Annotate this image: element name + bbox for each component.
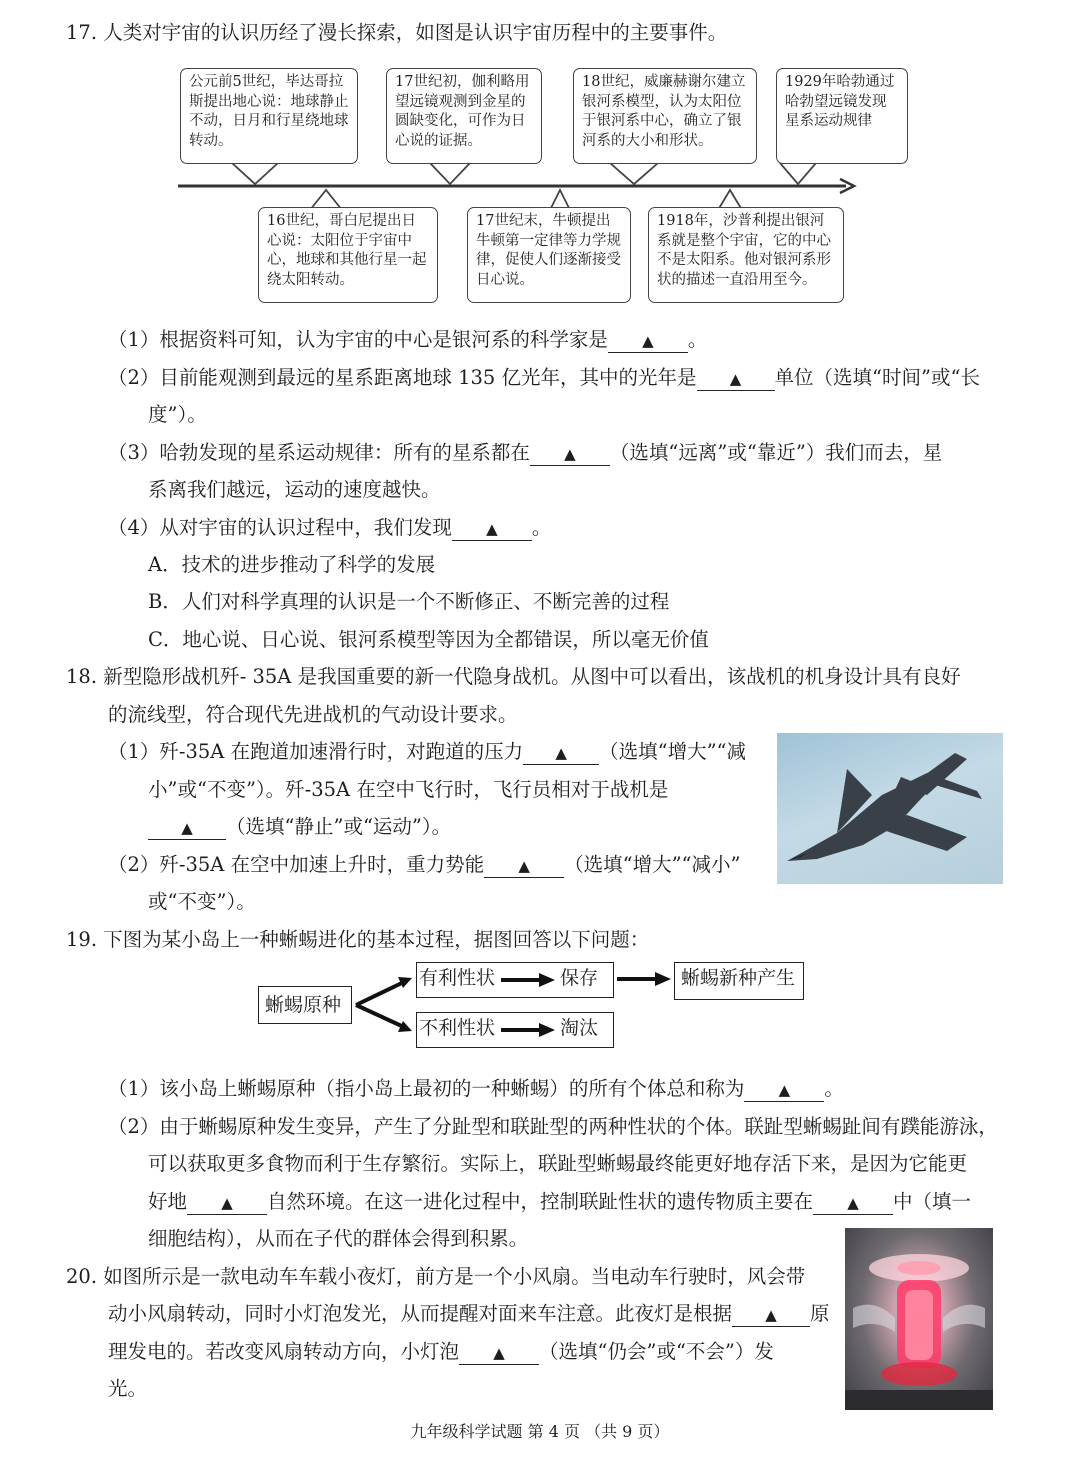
- fan-light-icon: [845, 1228, 993, 1410]
- flow-unfavorable-row: [416, 1012, 614, 1048]
- q17-part2-cont: 度”）。: [148, 403, 207, 426]
- flow-new-species: 蜥蜴新种产生: [674, 962, 804, 1000]
- answer-blank[interactable]: ▲: [608, 329, 688, 353]
- timeline-event-pythagoras: 公元前5世纪，毕达哥拉斯提出地心说：地球静止不动，日月和行星绕地球转动。: [180, 68, 358, 164]
- q19-part1: （1）该小岛上蜥蜴原种（指小岛上最初的一种蜥蜴）的所有个体总和称为 ▲ 。: [108, 1077, 844, 1100]
- flow-preserve: 保存: [560, 967, 599, 989]
- q19-part2-line1: （2）由于蜥蜴原种发生变异，产生了分趾型和联趾型的两种性状的个体。联趾型蜥蜴趾间有蹼能游泳，: [108, 1115, 998, 1138]
- flow-unfavorable-trait: 不利性状: [419, 1017, 496, 1039]
- answer-blank[interactable]: ▲: [813, 1191, 893, 1215]
- q18-stem-line1: 18. 新型隐形战机歼- 35A 是我国重要的新一代隐身战机。从图中可以看出，该战机的机身设计具有良好: [66, 665, 961, 688]
- q18-part2-cont: 或“不变”）。: [148, 890, 256, 913]
- timeline-event-newton: 17世纪末，牛顿提出牛顿第一定律等力学规律，促使人们逐渐接受日心说。: [467, 207, 631, 303]
- q17-part2: （2）目前能观测到最远的星系距离地球 135 亿光年，其中的光年是 ▲ 单位（选填“时间”或“长: [108, 366, 980, 389]
- q17-option-b[interactable]: B．人们对科学真理的认识是一个不断修正、不断完善的过程: [148, 590, 670, 613]
- q20-line1: 20. 如图所示是一款电动车车载小夜灯，前方是一个小风扇。当电动车行驶时，风会带: [66, 1265, 806, 1288]
- q17-part1: （1）根据资料可知，认为宇宙的中心是银河系的科学家是 ▲ 。: [108, 328, 708, 351]
- q18-part1-line3: ▲ （选填“静止”或“运动”）。: [148, 813, 451, 841]
- q18-part1-line2: 小”或“不变”）。歼-35A 在空中飞行时，飞行员相对于战机是: [148, 778, 669, 801]
- timeline-event-herschel: 18世纪，威廉赫谢尔建立银河系模型，认为太阳位于银河系中心，确立了银河系的大小和形状。: [573, 68, 757, 164]
- answer-blank[interactable]: ▲: [148, 816, 226, 840]
- flow-favorable-row: [416, 962, 614, 998]
- timeline-event-copernicus: 16世纪，哥白尼提出日心说：太阳位于宇宙中心，地球和其他行星一起绕太阳转动。: [258, 207, 438, 303]
- answer-blank[interactable]: ▲: [187, 1191, 267, 1215]
- answer-blank[interactable]: ▲: [459, 1341, 539, 1365]
- flow-favorable-trait: 有利性状: [419, 967, 496, 989]
- flow-branch-arrows: [352, 972, 416, 1052]
- timeline-event-galileo: 17世纪初，伽利略用望远镜观测到金星的圆缺变化，可作为日心说的证据。: [386, 68, 542, 164]
- fighter-jet-photo: [777, 733, 1003, 884]
- answer-blank[interactable]: ▲: [744, 1078, 824, 1102]
- q18-part1: （1）歼-35A 在跑道加速滑行时，对跑道的压力 ▲ （选填“增大”“减: [108, 740, 747, 763]
- q19-part2-line3: 好地 ▲ 自然环境。在这一进化过程中，控制联趾性状的遗传物质主要在 ▲ 中（填一: [148, 1190, 972, 1213]
- q17-part3-cont: 系离我们越远，运动的速度越快。: [148, 478, 441, 501]
- q17-stem: 17. 人类对宇宙的认识历经了漫长探索，如图是认识宇宙历程中的主要事件。: [66, 21, 728, 44]
- flow-eliminate: 淘汰: [560, 1017, 599, 1039]
- q17-option-a[interactable]: A．技术的进步推动了科学的发展: [148, 553, 436, 576]
- answer-blank[interactable]: ▲: [732, 1303, 810, 1327]
- answer-blank[interactable]: ▲: [452, 517, 532, 541]
- arrow-right-icon: [617, 970, 673, 988]
- answer-blank[interactable]: ▲: [484, 854, 564, 878]
- flow-origin-species: 蜥蜴原种: [258, 986, 352, 1024]
- night-light-photo: [845, 1228, 993, 1410]
- q18-part2: （2）歼-35A 在空中加速上升时，重力势能 ▲ （选填“增大”“减小”: [108, 853, 741, 876]
- q19-part2-line4: 细胞结构），从而在子代的群体会得到积累。: [148, 1227, 529, 1250]
- page-footer: 九年级科学试题 第 4 页 （共 9 页）: [410, 1422, 670, 1441]
- arrow-right-icon: [501, 971, 557, 989]
- answer-blank[interactable]: ▲: [530, 442, 610, 466]
- q19-part2-line2: 可以获取更多食物而利于生存繁衍。实际上，联趾型蜥蜴最终能更好地存活下来，是因为它能更: [148, 1152, 968, 1175]
- q19-stem: 19. 下图为某小岛上一种蜥蜴进化的基本过程，据图回答以下问题：: [66, 928, 650, 951]
- fighter-jet-icon: [777, 733, 1003, 884]
- q18-stem-line2: 的流线型，符合现代先进战机的气动设计要求。: [108, 703, 518, 726]
- timeline-event-hubble: 1929年哈勃通过哈勃望远镜发现星系运动规律: [776, 68, 908, 164]
- answer-blank[interactable]: ▲: [523, 741, 599, 765]
- q20-line4: 光。: [108, 1377, 148, 1400]
- q20-line2: 动小风扇转动，同时小灯泡发光，从而提醒对面来车注意。此夜灯是根据 ▲ 原: [108, 1302, 830, 1325]
- arrow-right-icon: [501, 1021, 557, 1039]
- q17-part4: （4）从对宇宙的认识过程中，我们发现 ▲ 。: [108, 516, 552, 539]
- answer-blank[interactable]: ▲: [697, 367, 775, 391]
- timeline-event-shapley: 1918年，沙普利提出银河系就是整个宇宙，它的中心不是太阳系。他对银河系形状的描述一直沿用至今。: [648, 207, 844, 303]
- q20-line3: 理发电的。若改变风扇转动方向，小灯泡 ▲ （选填“仍会”或“不会”）发: [108, 1340, 774, 1363]
- q17-option-c[interactable]: C．地心说、日心说、银河系模型等因为全都错误，所以毫无价值: [148, 628, 709, 651]
- q17-part3: （3）哈勃发现的星系运动规律：所有的星系都在 ▲ （选填“远离”或“靠近”）我们而去，星: [108, 441, 943, 464]
